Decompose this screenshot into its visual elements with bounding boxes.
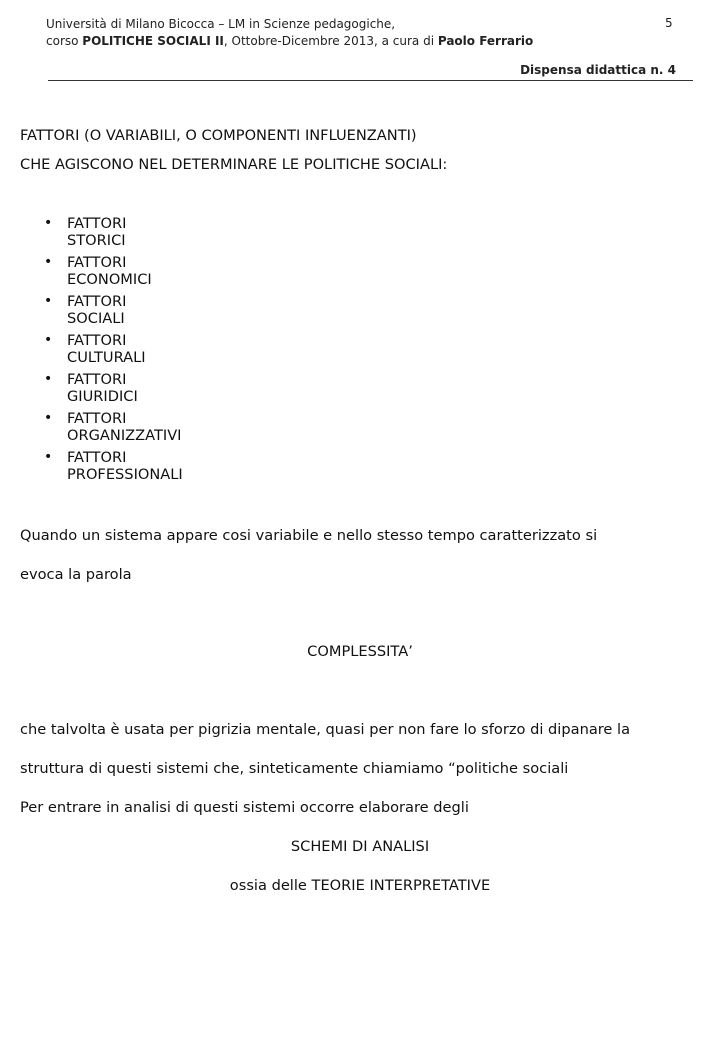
page-number: 5: [665, 16, 673, 30]
factor-prefix: FATTORI: [67, 332, 127, 349]
factor-label: [67, 449, 183, 483]
factor-name: ORGANIZZATIVI: [67, 427, 182, 444]
factor-label: [67, 410, 182, 444]
factor-label: [67, 371, 138, 405]
factor-label: [67, 332, 146, 366]
header-handout-label: Dispensa didattica n. 4: [520, 63, 676, 77]
factor-prefix: FATTORI: [67, 254, 127, 271]
bullet-icon: •: [44, 371, 53, 387]
factor-prefix: FATTORI: [67, 410, 127, 427]
factor-name: SOCIALI: [67, 310, 125, 327]
header-course-line: [46, 34, 533, 48]
factor-prefix: FATTORI: [67, 215, 127, 232]
header-institution: Università di Milano Bicocca – LM in Scienze pedagogiche,: [46, 17, 396, 31]
bullet-icon: •: [44, 254, 53, 270]
paragraph-1-line-2: evoca la parola: [20, 566, 132, 583]
heading-rest: (O VARIABILI, O COMPONENTI INFLUENZANTI): [79, 127, 417, 144]
heading-line2: CHE AGISCONO NEL DETERMINARE LE POLITICHE SOCIALI:: [20, 156, 448, 173]
paragraph-2-line-1: che talvolta è usata per pigrizia mentale, quasi per non fare lo sforzo di dipanare la: [20, 721, 631, 738]
heading-line1: [20, 127, 417, 144]
paragraph-1-line-1: Quando un sistema appare cosi variabile e nello stesso tempo caratterizzato si: [20, 527, 598, 544]
teorie-heading: [0, 877, 720, 894]
header-course-name: POLITICHE SOCIALI II: [82, 34, 224, 48]
factor-name: PROFESSIONALI: [67, 466, 183, 483]
bullet-icon: •: [44, 410, 53, 426]
complexity-term: COMPLESSITA’: [307, 643, 413, 660]
factor-label: [67, 254, 152, 288]
header-author: Paolo Ferrario: [437, 34, 534, 48]
factor-prefix: FATTORI: [67, 371, 127, 388]
bullet-icon: •: [44, 332, 53, 348]
header-course-prefix: corso: [46, 34, 83, 48]
factor-name: STORICI: [67, 232, 126, 249]
factor-prefix: FATTORI: [67, 293, 127, 310]
schemi-heading: SCHEMI DI ANALISI: [290, 838, 430, 855]
factor-name: ECONOMICI: [67, 271, 152, 288]
teorie-prefix: ossia delle: [229, 877, 312, 894]
bullet-icon: •: [44, 293, 53, 309]
bullet-icon: •: [44, 449, 53, 465]
header-divider: [48, 80, 693, 81]
heading-bold-word: FATTORI: [20, 127, 80, 144]
paragraph-2-line-2: struttura di questi sistemi che, sinteticamente chiamiamo “politiche sociali: [20, 760, 569, 777]
header-course-mid: , Ottobre-Dicembre 2013, a cura di: [223, 34, 438, 48]
paragraph-3: Per entrare in analisi di questi sistemi occorre elaborare degli: [20, 799, 469, 816]
factor-name: CULTURALI: [67, 349, 146, 366]
factor-label: [67, 215, 126, 249]
bullet-icon: •: [44, 215, 53, 231]
factor-prefix: FATTORI: [67, 449, 127, 466]
factor-name: GIURIDICI: [67, 388, 138, 405]
factor-label: [67, 293, 126, 327]
teorie-term: TEORIE INTERPRETATIVE: [311, 877, 491, 894]
